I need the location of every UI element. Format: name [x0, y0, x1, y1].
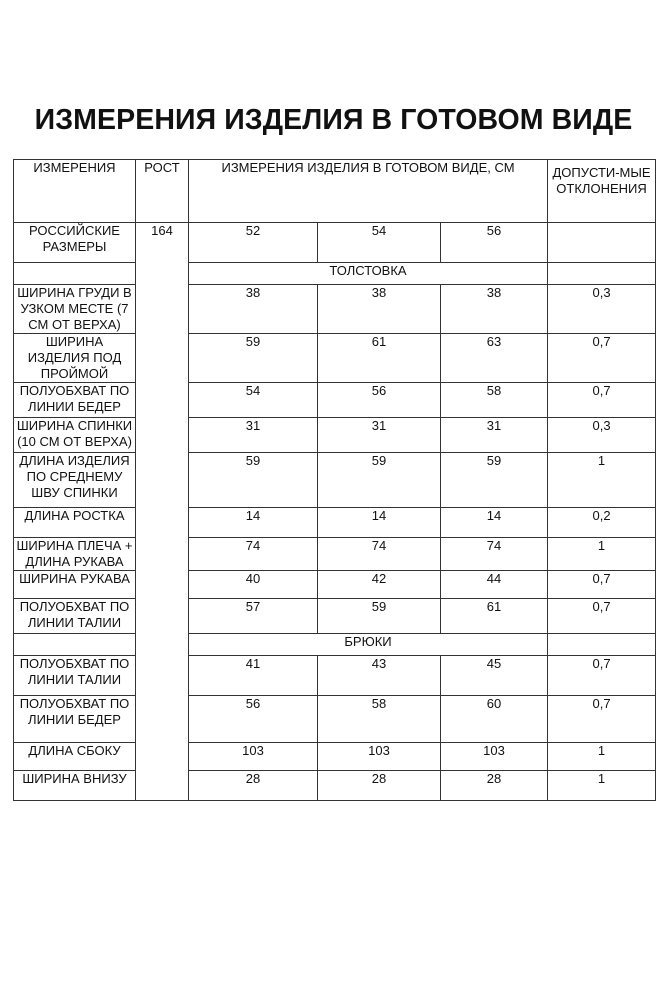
- value-cell: 31: [441, 418, 548, 453]
- table-row: [14, 383, 656, 418]
- value-cell: 61: [318, 334, 441, 383]
- value-cell: 103: [441, 743, 548, 771]
- value-cell: 59: [318, 453, 441, 508]
- value-cell: 45: [441, 656, 548, 696]
- value-cell: 38: [189, 285, 318, 334]
- value-cell: 59: [189, 453, 318, 508]
- tolerance-cell: [548, 223, 656, 263]
- value-cell: 38: [318, 285, 441, 334]
- row-label: ШИРИНА СПИНКИ (10 СМ ОТ ВЕРХА): [14, 418, 136, 453]
- value-cell: 42: [318, 571, 441, 599]
- value-cell: 28: [189, 771, 318, 801]
- row-label: ШИРИНА РУКАВА: [14, 571, 136, 599]
- table-row: [14, 743, 656, 771]
- tolerance-cell: 0,7: [548, 696, 656, 743]
- value-cell: 74: [189, 538, 318, 571]
- row-label: ДЛИНА ИЗДЕЛИЯ ПО СРЕДНЕМУ ШВУ СПИНКИ: [14, 453, 136, 508]
- size-table: [13, 159, 656, 801]
- tolerance-cell: 0,7: [548, 334, 656, 383]
- tolerance-cell: 1: [548, 771, 656, 801]
- table-row: [14, 771, 656, 801]
- value-cell: 44: [441, 571, 548, 599]
- table-row: [14, 571, 656, 599]
- value-cell: 74: [318, 538, 441, 571]
- header-measure: ИЗМЕРЕНИЯ: [14, 160, 136, 223]
- value-cell: 56: [318, 383, 441, 418]
- tolerance-cell: 1: [548, 743, 656, 771]
- tolerance-cell: 0,7: [548, 656, 656, 696]
- value-cell: 58: [318, 696, 441, 743]
- size-cell: 56: [441, 223, 548, 263]
- tolerance-cell: 1: [548, 453, 656, 508]
- table-row: [14, 453, 656, 508]
- row-label: ДЛИНА СБОКУ: [14, 743, 136, 771]
- tolerance-cell: 0,7: [548, 571, 656, 599]
- tolerance-cell: 1: [548, 538, 656, 571]
- section-title: БРЮКИ: [189, 634, 548, 656]
- value-cell: 61: [441, 599, 548, 634]
- table-row: [14, 599, 656, 634]
- section-row: [14, 263, 656, 285]
- row-label: ПОЛУОБХВАТ ПО ЛИНИИ ТАЛИИ: [14, 656, 136, 696]
- table-row: [14, 696, 656, 743]
- row-label: ШИРИНА ПЛЕЧА + ДЛИНА РУКАВА: [14, 538, 136, 571]
- table-row: [14, 334, 656, 383]
- page-title: ИЗМЕРЕНИЯ ИЗДЕЛИЯ В ГОТОВОМ ВИДЕ: [34, 104, 633, 136]
- value-cell: 14: [189, 508, 318, 538]
- value-cell: 14: [318, 508, 441, 538]
- sizes-row: [14, 223, 656, 263]
- table-row: [14, 285, 656, 334]
- row-label: ПОЛУОБХВАТ ПО ЛИНИИ БЕДЕР: [14, 383, 136, 418]
- value-cell: 59: [189, 334, 318, 383]
- blank-cell: [14, 634, 136, 656]
- row-label: ПОЛУОБХВАТ ПО ЛИНИИ БЕДЕР: [14, 696, 136, 743]
- row-label: ШИРИНА ГРУДИ В УЗКОМ МЕСТЕ (7 СМ ОТ ВЕРХА): [14, 285, 136, 334]
- header-row: [14, 160, 656, 223]
- row-label: ШИРИНА ВНИЗУ: [14, 771, 136, 801]
- value-cell: 31: [318, 418, 441, 453]
- row-label: ШИРИНА ИЗДЕЛИЯ ПОД ПРОЙМОЙ: [14, 334, 136, 383]
- section-row: [14, 634, 656, 656]
- tolerance-cell: 0,2: [548, 508, 656, 538]
- value-cell: 103: [318, 743, 441, 771]
- value-cell: 103: [189, 743, 318, 771]
- tolerance-cell: 0,7: [548, 383, 656, 418]
- header-tolerance: ДОПУСТИ-МЫЕ ОТКЛОНЕНИЯ: [548, 160, 656, 223]
- value-cell: 57: [189, 599, 318, 634]
- value-cell: 60: [441, 696, 548, 743]
- value-cell: 56: [189, 696, 318, 743]
- tolerance-cell: 0,3: [548, 418, 656, 453]
- value-cell: 31: [189, 418, 318, 453]
- blank-cell: [548, 263, 656, 285]
- value-cell: 59: [318, 599, 441, 634]
- value-cell: 41: [189, 656, 318, 696]
- tolerance-cell: 0,7: [548, 599, 656, 634]
- value-cell: 28: [318, 771, 441, 801]
- height-value: 164: [136, 223, 189, 801]
- header-measurements: ИЗМЕРЕНИЯ ИЗДЕЛИЯ В ГОТОВОМ ВИДЕ, СМ: [189, 160, 548, 223]
- value-cell: 28: [441, 771, 548, 801]
- header-height: РОСТ: [136, 160, 189, 223]
- size-cell: 52: [189, 223, 318, 263]
- value-cell: 59: [441, 453, 548, 508]
- row-label: РОССИЙСКИЕ РАЗМЕРЫ: [14, 223, 136, 263]
- blank-cell: [14, 263, 136, 285]
- value-cell: 58: [441, 383, 548, 418]
- value-cell: 14: [441, 508, 548, 538]
- value-cell: 38: [441, 285, 548, 334]
- value-cell: 40: [189, 571, 318, 599]
- value-cell: 74: [441, 538, 548, 571]
- size-cell: 54: [318, 223, 441, 263]
- row-label: ПОЛУОБХВАТ ПО ЛИНИИ ТАЛИИ: [14, 599, 136, 634]
- table-row: [14, 508, 656, 538]
- row-label: ДЛИНА РОСТКА: [14, 508, 136, 538]
- blank-cell: [548, 634, 656, 656]
- section-title: ТОЛСТОВКА: [189, 263, 548, 285]
- value-cell: 54: [189, 383, 318, 418]
- table-row: [14, 418, 656, 453]
- value-cell: 63: [441, 334, 548, 383]
- value-cell: 43: [318, 656, 441, 696]
- table-row: [14, 656, 656, 696]
- tolerance-cell: 0,3: [548, 285, 656, 334]
- table-row: [14, 538, 656, 571]
